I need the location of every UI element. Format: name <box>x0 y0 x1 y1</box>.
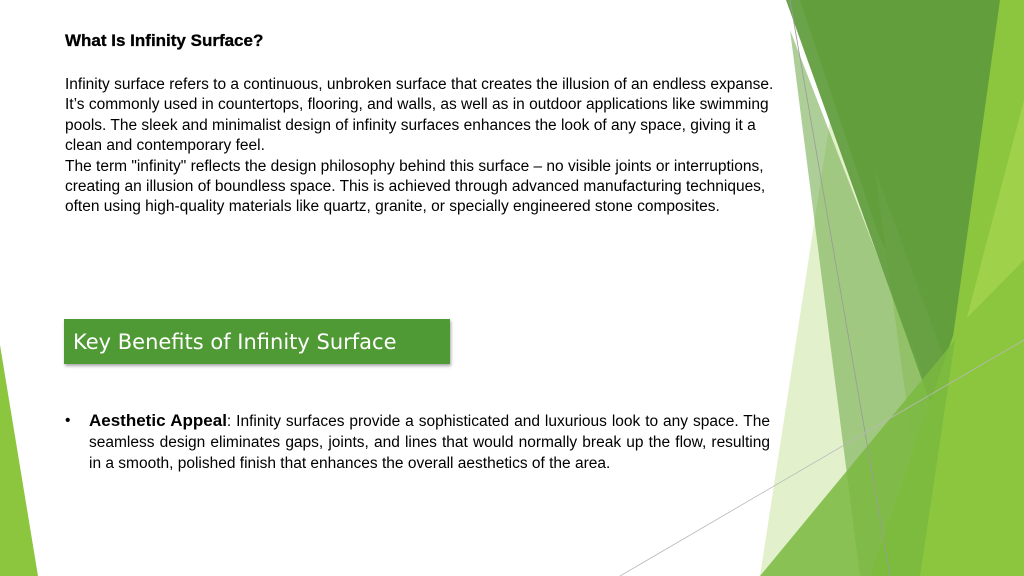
intro-paragraph-2: The term "infinity" reflects the design philosophy behind this surface – no visible joints or interruptions, creating an illusion of boundless space. This is achieved through advanced manufacturing techniques, often using high-quality materials like quartz, granite, or specially engineered stone composites. <box>65 157 766 216</box>
left-edge-facet <box>0 345 38 576</box>
bullet-separator: : <box>226 413 232 430</box>
intro-text <box>65 75 785 218</box>
section-banner <box>64 319 450 364</box>
intro-paragraph-1: Infinity surface refers to a continuous, unbroken surface that creates the illusion of an endless expanse. It’s commonly used in countertops, flooring, and walls, as well as in outdoor applications like swimming pools. The sleek and minimalist design of infinity surfaces enhances the look of any space, giving it a clean and contemporary feel. <box>65 76 774 155</box>
list-item <box>65 411 770 474</box>
bullet-icon: • <box>65 412 71 429</box>
bullet-title: Aesthetic Appeal <box>89 411 227 430</box>
section-banner-label: Key Benefits of Infinity Surface <box>73 329 397 354</box>
benefits-list <box>65 411 770 474</box>
bullet-text: Infinity surfaces provide a sophisticated and luxurious look to any space. The seamless design eliminates gaps, joints, and lines that would normally break up the flow, resulting in a smooth, polished finish that enhances the overall aesthetics of the area. <box>89 413 770 472</box>
page-title: What Is Infinity Surface? <box>65 31 264 50</box>
